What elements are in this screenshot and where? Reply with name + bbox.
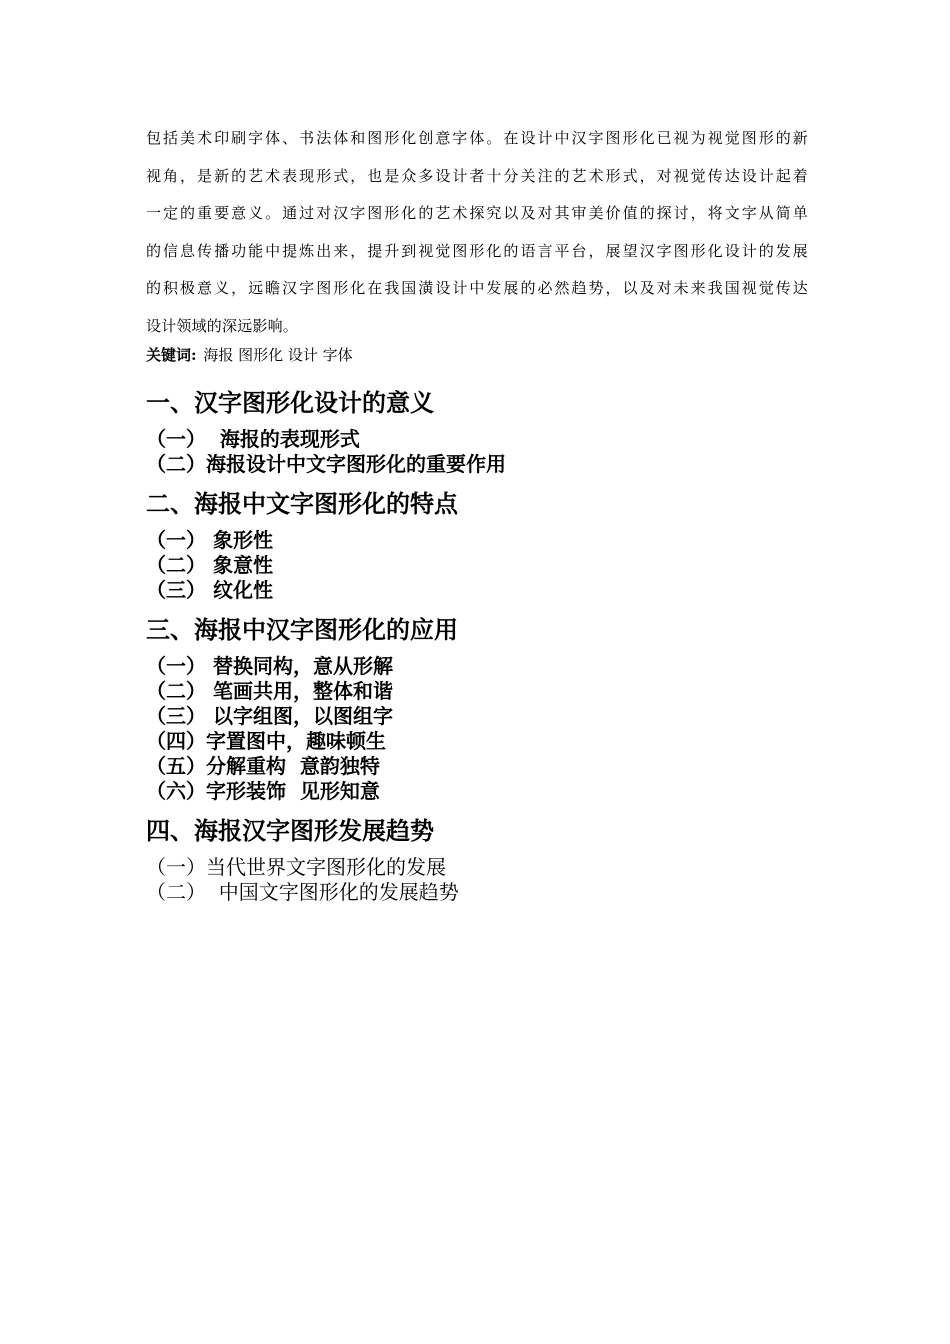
subsection-heading: （一）当代世界文字图形化的发展 — [146, 855, 446, 879]
subsection-heading: （一） 替换同构，意从形解 — [146, 654, 393, 678]
subsection-heading: （二） 笔画共用，整体和谐 — [146, 679, 393, 703]
section-heading: 三、海报中汉字图形化的应用 — [146, 616, 458, 644]
toc-section — [146, 386, 826, 477]
abstract-line: 的积极意义，远瞻汉字图形化在我国潢设计中发展的必然趋势，以及对未来我国视觉传达 — [146, 279, 808, 297]
abstract-line: 的信息传播功能中提炼出来，提升到视觉图形化的语言平台，展望汉字图形化设计的发展 — [146, 241, 808, 260]
keywords-value: 海报 图形化 设计 字体 — [203, 346, 353, 364]
table-of-contents — [146, 386, 826, 915]
subsection-heading: （三） 纹化性 — [146, 578, 273, 602]
toc-section — [146, 814, 826, 905]
section-heading: 四、海报汉字图形发展趋势 — [146, 817, 434, 845]
section-heading: 二、海报中文字图形化的特点 — [146, 490, 458, 518]
abstract-line: 视角，是新的艺术表现形式，也是众多设计者十分关注的艺术形式，对视觉传达设计起着 — [146, 166, 808, 185]
toc-section — [146, 613, 826, 804]
subsection-heading: （五）分解重构 意韵独特 — [146, 754, 380, 778]
abstract-paragraph — [146, 120, 808, 345]
subsection-heading: （四）字置图中，趣味顿生 — [146, 729, 386, 753]
keywords-label: 关键词: — [146, 346, 197, 364]
subsection-heading: （二）海报设计中文字图形化的重要作用 — [146, 452, 506, 476]
section-heading: 一、汉字图形化设计的意义 — [146, 389, 434, 417]
subsection-heading: （一） 象形性 — [146, 528, 273, 552]
keywords-line — [146, 344, 353, 365]
abstract-line: 包括美术印刷字体、书法体和图形化创意字体。在设计中汉字图形化已视为视觉图形的新 — [146, 129, 808, 147]
abstract-line: 设计领域的深远影响。 — [146, 316, 299, 335]
subsection-heading: （六）字形装饰 见形知意 — [146, 779, 380, 803]
subsection-heading: （二） 中国文字图形化的发展趋势 — [146, 880, 459, 904]
subsection-heading: （三） 以字组图，以图组字 — [146, 704, 393, 728]
subsection-heading: （二） 象意性 — [146, 553, 273, 577]
abstract-line: 一定的重要意义。通过对汉字图形化的艺术探究以及对其审美价值的探讨，将文字从简单 — [146, 204, 808, 222]
toc-section — [146, 487, 826, 603]
subsection-heading: （一） 海报的表现形式 — [146, 427, 360, 451]
